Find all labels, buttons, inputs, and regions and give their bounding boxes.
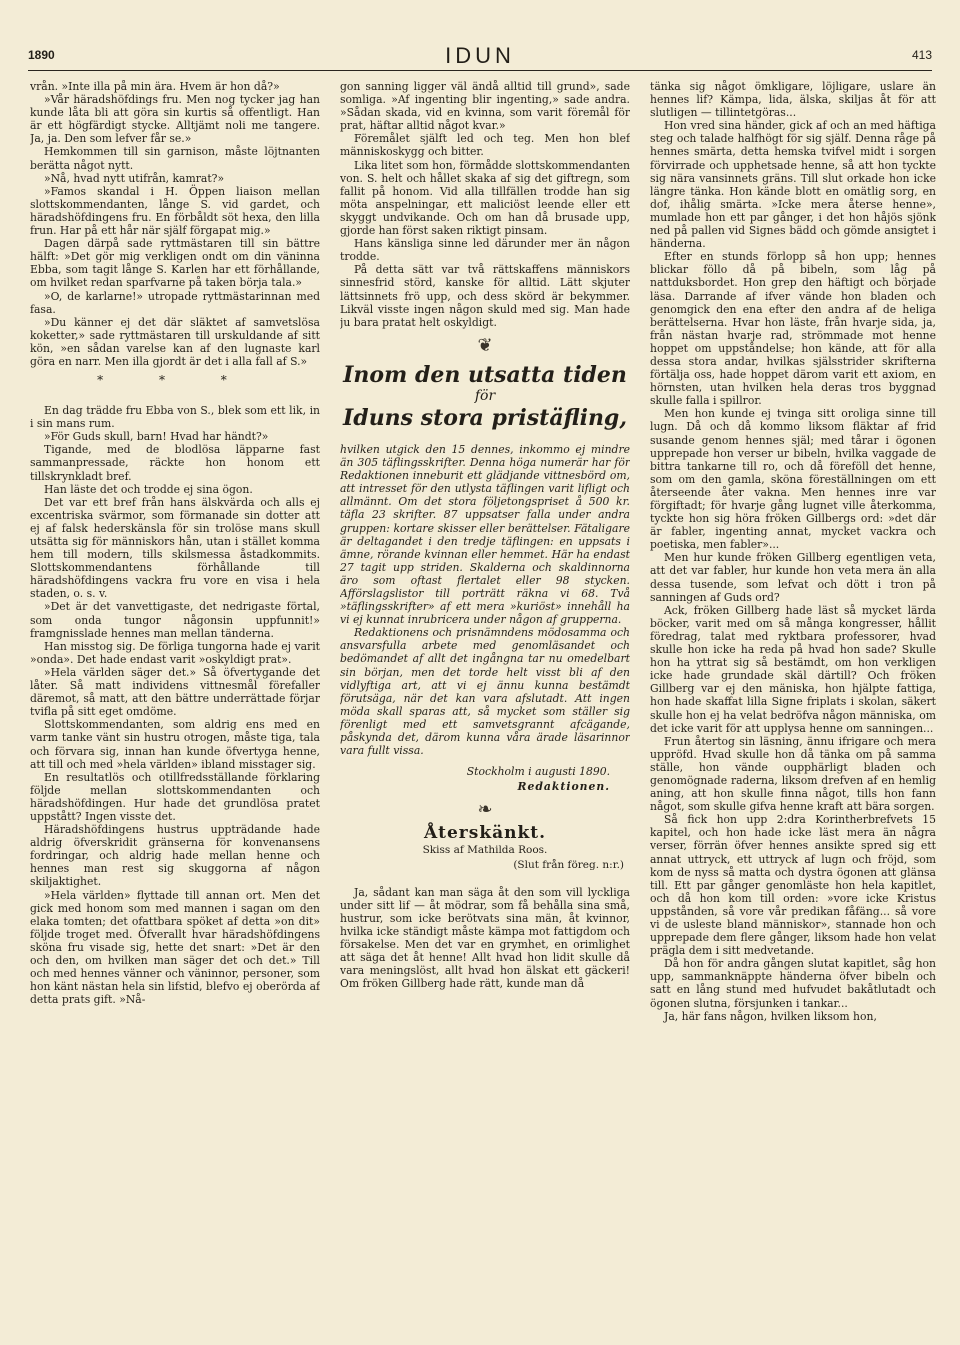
paragraph: »Hela världen» flyttade till annan ort. Men det gick med honom som med mannen i sagan om den elaka tomten; det ofattbara spöket af detta »on dit» följde troget med. Öfverallt hvar häradshöfdingens sköna fru visade sig, hette det snart: »Det är den och den, om hvilken man säger det och det.» Till och med hennes vänner och väninnor, personer, som hon känt nästan hela sin lifstid, blefvo ej oberörda af detta prats gift. »Nå- [30,888,320,1007]
paragraph: Då hon för andra gången slutat kapitlet, såg hon upp, sammanknäppte händerna öfver bibeln och satt en lång stund med hufvudet bakåtlutadt och ögonen slutna, försjunken i tankar... [650,957,936,1010]
paragraph: Han läste det och trodde ej sina ögon. [44,482,253,496]
paragraph: Så fick hon upp 2:dra Korintherbrefvets 15 kapitel, och hon hade icke läst mera än några verser, förrän öfver hennes ansikte spred sig ett annat uttryck, ett uttryck af lugn och fröjd, som kom de nyss så matta och dystra ögonen att glänsa till. Ett par gånger genomläste hon hela kapitlet, och då hon kom till orden: »vore icke Kristus uppstånden, så vore vår predikan fåfäng... så vore vi de usleste bland människor», stannade hon och upprepade dem flere gånger, liksom hade hon velat prägla dem i sitt medvetande. [650,813,936,958]
paragraph: Lika litet som hon, förmådde slottskommendanten von. S. helt och hållet skaka af sig det giftregn, som fallit på honom. Vid alla tillfällen trodde han sig möta anspelningar, ett maliciöst leende eller ett skyggt undvikande. Och om han då brusade upp, gjorde han först saken riktigt pinsam. [340,158,630,238]
masthead [28,43,932,71]
paragraph: Ja, här fans någon, hvilken liksom hon, [664,1009,877,1023]
paragraph: vrån. »Inte illa på min ära. Hvem är hon då?» [30,80,280,93]
notice-heading-2: för [474,387,496,404]
paragraph: Häradshöfdingens hustrus uppträdande hade aldrig öfverskridit gränserna för konvenansens fordringar, och aldrig hade mellan henne och hennes man rest sig skuggorna af någon skiljaktighet. [30,823,320,889]
column-1-text-bottom [30,404,320,1006]
page-number: 413 [911,48,932,62]
paragraph: Efter en stunds förlopp så hon upp; hennes blickar föllo då på bibeln, som låg på nattduksbordet. Hon grep den häftigt och började läsa. Darrande af ifver vände hon bladen och genomgick den ena efter den andra af de heliga berättelserna. Hvar hon läste, från hvarje sida, ja, från nästan hvarje rad, strömmade mot henne hoppet om uppståndelse; hon kände, att för alla dessa stora andar, hvilkas själsstrider skrifterna förtälja oss, hade hoppet därom varit ett axiom, en hörnsten, utan hvilken hela deras tros byggnad skulle falla i spillror. [650,250,936,408]
paragraph: En dag trädde fru Ebba von S., blek som ett lik, in i sin mans rum. [30,404,320,431]
ornament-icon: ❦ [477,334,493,356]
paragraph: »Hela världen säger det.» Så öfvertygande det låter. Så matt individens vittnesmål förefaller däremot, så matt, att den bättre underrättade förjar tvifla på sitt eget omdöme. [30,665,320,719]
paragraph: Redaktionens och prisnämndens mödosamma och ansvarsfulla arbete med genomläsandet och bedömandet af allt det ingångna tar nu omedelbart sin början, men det torde helt visst bli af den vidlyftiga art, att vi ej ännu kunna bestämdt förutsäga, när det kan vara afslutadt. Att ingen möda skall sparas att, så mycket som ställer sig förenligt med ett samvetsgrannt afcägande, påskynda det, därom kunna våra ärade läsarinnor vara fullt vissa. [340,626,630,758]
paragraph: Föremålet själft led och teg. Men hon blef människoskygg och bitter. [340,132,630,159]
story-subtitle: Skiss af Mathilda Roos. [422,843,548,856]
section-separator-stars: * * * [97,373,253,388]
paragraph: »Du känner ej det där släktet af samvetslösa koketter,» sade ryttmästaren till urskuldande af sitt kön, »en sådan varelse kan af den lugnaste karl göra en narr. Men illa gjordt är det i alla fall af S.» [30,315,320,368]
paragraph: »Nå, hvad nytt utifrån, kamrat?» [44,171,225,185]
column-1 [30,80,320,1335]
year-label: 1890 [28,48,55,62]
story-title: Återskänkt. [423,822,547,843]
notice-body [340,443,630,757]
paragraph: tänka sig något ömkligare, löjligare, uslare än hennes lif? Kämpa, lida, älska, skiljas åt för att slutligen — tillintetgöras... [650,80,936,120]
paragraph: Ack, fröken Gillberg hade läst så mycket lärda böcker, varit med om så många kongresser, hållit föredrag, talat med ryktbara professorer, hvad skulle hon icke ha reda på hvad hon sade? Skulle hon ha yttrat sig så bestämdt, om hon verkligen icke hade grundade skäl därtill? Och fröken Gillberg var ej den mäniska, hon hjälpte fattiga, hon hade skaffat lilla Signe friplats i skolan, säkert skulle hon ej ha velat bedröfva någon människa, om det icke varit för att upplysa henne om sanningen... [650,603,936,735]
paragraph: »Vår häradshöfdings fru. Men nog tycker jag han kunde låta bli att göra sin kurtis så offentligt. Han är ett högfärdigt stycke. Alltjämt noli me tangere. Ja, ja. Den som lefver får se.» [30,93,320,146]
paragraph: Tigande, med de blodlösa läpparne fast sammanpressade, räckte hon honom ett tillskrynkladt bref. [30,443,320,483]
notice-signature: Redaktionen. [517,780,610,794]
paragraph: På detta sätt var två rättskaffens människors sinnesfrid störd, kanske för alltid. Lätt skjuter lättsinnets frö upp, och dess skörd är bekymmer. Likväl visste ingen någon skuld med sig. Man hade ju bara pratat helt oskyldigt. [340,263,630,329]
fleuron-icon: ❧ [477,799,493,821]
paragraph: »Famos skandal i H. Öppen liaison mellan slottskommendanten, långe S. vid gardet, och häradshöfdingens fru. En förbåldt söt hexa, den lilla frun. Har på ett hår när själf förgapat mig.» [30,184,320,238]
paragraph: Hemkommen till sin garnison, måste löjtnanten berätta något nytt. [30,145,320,172]
paragraph: Hans känsliga sinne led därunder mer än någon trodde. [340,237,630,264]
prize-notice [340,362,630,794]
paragraph: Dagen därpå sade ryttmästaren till sin bättre hälft: »Det gör mig verkligen ondt om din väninna Ebba, som tagit långe S. Karlen har ett förhållande, om hvilket redan sparfvarne på taken börja tala.» [30,237,320,290]
column-2 [340,80,630,1335]
paragraph: gon sanning ligger väl ändå alltid till grund», sade somliga. »Af ingenting blir ingenting,» sade andra. »Sådan skada, vid en kvinna, som varit föremål för prat, häftar alltid något kvar.» [340,80,630,133]
notice-heading-1: Inom den utsatta tiden [343,361,627,388]
notice-heading-3: Iduns stora pristäfling, [343,404,627,431]
paragraph: Det var ett bref från hans älskvärda och alls ej excentriska svärmor, som förmanade sin dotter att ej af falsk hederskänsla för sin trolöse mans skull utsätta sig för människors hån, utan i stället komma hem till modern, tills skilsmessa åstadkommits. Slottskommendantens förhållande till häradshöfdingens vackra fru vore en visa i hela staden, o. s. v. [30,495,320,601]
paragraph: Han misstog sig. De förliga tungorna hade ej varit »onda». Det hade endast varit »oskyldigt prat». [30,639,320,666]
paragraph: »O, de karlarne!» utropade ryttmästarinnan med fasa. [30,289,320,316]
notice-place-date: Stockholm i augusti 1890. [466,765,610,779]
paragraph: Men hon kunde ej tvinga sitt oroliga sinne till lugn. Då och då kommo liksom fläktar af frid susande genom hennes själ; med tårar i ögonen upprepade hon verser ur bibeln, hvilka vaggade de bittra tankarne till ro, och då föreföll det henne, som om den gamla, sköna föreställningen om ett återseende åter vakna. Men hennes inre var förgiftadt; för hvarje gång lugnet ville återkomma, tyckte hon sig höra fröken Gillbergs ord: »det där är fabler, ingenting annat, mycket vackra och poetiska, men fabler»... [650,407,936,552]
paragraph: Frun återtog sin läsning, ännu ifrigare och mera uppröfd. Hvad skulle hon då tänka om på samma ställe, hon vände oupphärligt bladen och genomögnade raderna, liksom drefven af en hemlig aning, att hon skulle finna något, tills hon fann något, som skulle gifva henne kraft att bära sorgen. [650,734,936,814]
story-text [340,886,630,991]
column-3 [650,80,936,1335]
paragraph: En resultatlös och otillfredsställande förklaring följde mellan slottskommendanten och häradshöfdingen. Hur hade det grundlösa pratet uppstått? Ingen visste det. [30,770,320,823]
paragraph: Men hur kunde fröken Gillberg egentligen veta, att det var fabler, hur kunde hon veta mera än alla dessa tusende, som lefvat och dött i tron på sanningen af Guds ord? [650,551,936,604]
paragraph: Ja, sådant kan man säga åt den som vill lyckliga under sitt lif — åt mödrar, som få behålla sina små, hustrur, som icke berötvats sina män, åt kvinnor, hvilka icke ständigt måste kämpa mot fattigdom och försakelse. Men det var en grymhet, en orimlighet att säga det åt henne! Allt hvad hon lidit skulle då vara meningslöst, allt hvad hon älskat ett gäckeri! Om fröken Gillberg hade rätt, kunde man då [340,885,630,991]
paragraph: »Det är det vanvettigaste, det nedrigaste förtal, som onda tungor någonsin uppfunnit!» framgnisslade hennes man mellan tänderna. [30,600,320,640]
newspaper-title: IDUN [445,43,515,68]
column-2-text-top [340,80,630,329]
story-continuation-note: (Slut från föreg. n:r.) [513,858,624,871]
paragraph: »För Guds skull, barn! Hvad har händt?» [44,430,269,444]
paragraph: Hon vred sina händer, gick af och an med häftiga steg och talade halfhögt för sig själf. Denna råge på hennes smärta, detta hemska tvifvel midt i sorgen förvirrade och upphetsade henne, så att hon tyckte sig nära vansinnets gräns. Till slut orkade hon icke längre tänka. Hon kände blott en omätlig sorg, en dof, ihålig smärta. »Icke mera återse henne», mumlade hon ett par gånger, i det hon håjös sjönk ned på pallen vid Signes bädd och gömde ansigtet i händerna. [650,119,936,251]
paragraph: hvilken utgick den 15 dennes, inkommo ej mindre än 305 täflingsskrifter. Denna höga numerär har för Redaktionen inneburit ett glädjande vittnesbörd om, att intresset för den utlysta täflingen varit lifligt och allmännt. Om det stora följetongspriset å 500 kr. täfla 23 skrifter. 87 uppsatser falla under andra gruppen: kortare skisser eller berättelser. Fätaligare är deltagandet i den tredje täflingen: en uppsats i ämne, rörande kvinnan eller hemmet. Här ha endast 27 tagit upp striden. Skalderna och skaldinnorna äro som oftast flertalet eller 98 stycken. Afförslagslistor till porträtt räkna vi 68. Två »täflingsskrifter» af ett mera »kuriöst» innehåll ha vi ej kunnat inrubricera under någon af grupperna. [340,442,630,627]
column-1-text-top [30,80,320,368]
column-3-text [650,80,936,1023]
paragraph: Slottskommendanten, som aldrig ens med en varm tanke vänt sin hustru otrogen, måste tiga, tala och förvara sig, innan han kunde öfvertyga henne, att till och med »hela världen» ibland misstager sig. [30,718,320,771]
